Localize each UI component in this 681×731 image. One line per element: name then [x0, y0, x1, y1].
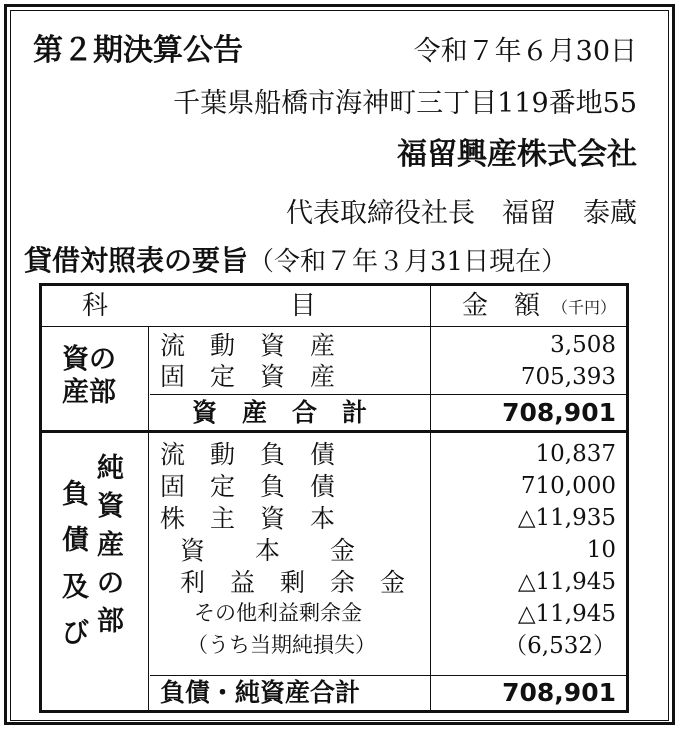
- balance-sheet-date: （令和７年３月31日現在）: [248, 247, 568, 277]
- row-label-retained-earnings: 利 益 剰 余 金: [180, 568, 406, 597]
- liab-char-3: 及: [62, 571, 89, 603]
- row-label-total-liabilities-equity: 負債・純資産合計: [160, 678, 361, 707]
- company-address: 千葉県船橋市海神町三丁目119番地55: [173, 88, 637, 119]
- representative: 代表取締役社長 福留 泰蔵: [286, 198, 637, 229]
- equity-char-4: の: [97, 567, 124, 599]
- row-label-fixed-liabilities: 固 定 負 債: [160, 472, 336, 501]
- equity-char-5: 部: [97, 606, 124, 638]
- assets-label-line-2: 産部: [62, 376, 116, 408]
- equity-char-3: 産: [97, 529, 124, 561]
- notice-date: 令和７年６月30日: [413, 36, 637, 67]
- column-header-unit: （千円）: [552, 298, 617, 317]
- equity-char-2: 資: [97, 491, 124, 523]
- company-name: 福留興産株式会社: [397, 137, 637, 172]
- row-label-total-assets: 資 産 合 計: [192, 398, 368, 427]
- row-value-fixed-liabilities: 710,000: [520, 473, 616, 499]
- row-value-fixed-assets: 705,393: [520, 364, 616, 390]
- row-value-retained-earnings: △11,945: [517, 569, 616, 595]
- liabilities-label-col-2: [97, 450, 124, 642]
- row-value-total-liabilities-equity: 708,901: [502, 678, 616, 707]
- assets-section-label: [62, 344, 116, 410]
- row-label-fixed-assets: 固 定 資 産: [160, 362, 336, 391]
- balance-sheet-table: [39, 283, 629, 713]
- row-value-current-liabilities: 10,837: [535, 441, 616, 467]
- row-value-net-loss: （6,532）: [504, 633, 616, 659]
- row-value-other-retained-earnings: △11,945: [517, 601, 616, 627]
- row-label-other-retained-earnings: その他利益剰余金: [194, 601, 362, 625]
- row-label-current-liabilities: 流 動 負 債: [160, 440, 336, 469]
- liab-char-2: 債: [62, 525, 89, 557]
- row-label-current-assets: 流 動 資 産: [160, 331, 336, 360]
- notice-title: 第２期決算公告: [33, 33, 243, 68]
- liab-char-1: 負: [62, 479, 89, 510]
- row-value-shareholders-equity: △11,935: [517, 505, 616, 531]
- column-header-item: 科 目: [82, 291, 317, 321]
- balance-sheet-heading: [24, 244, 568, 277]
- balance-sheet-title: 貸借対照表の要旨: [24, 244, 249, 277]
- liabilities-label-col-1: [62, 472, 89, 658]
- row-value-capital: 10: [586, 537, 616, 563]
- row-label-shareholders-equity: 株 主 資 本: [160, 504, 336, 533]
- row-value-total-assets: 708,901: [502, 398, 616, 427]
- liab-char-4: び: [62, 618, 89, 650]
- assets-label-line-1: 資の: [62, 344, 116, 375]
- row-label-capital: 資 本 金: [180, 536, 356, 565]
- row-label-net-loss: （うち当期純損失）: [187, 633, 376, 657]
- equity-char-1: 純: [97, 453, 124, 484]
- column-header-amount: 金 額: [462, 291, 541, 321]
- row-value-current-assets: 3,508: [550, 332, 616, 358]
